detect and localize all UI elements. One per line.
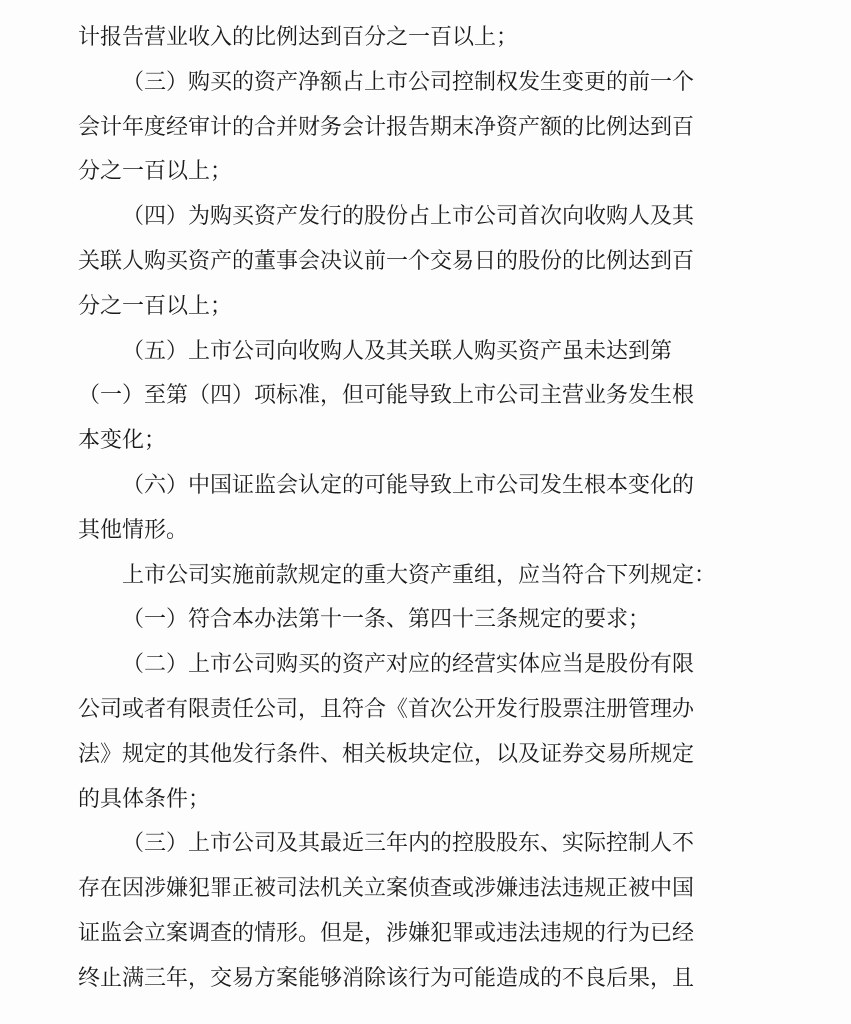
text-line: （六）中国证监会认定的可能导致上市公司发生根本变化的 — [122, 472, 695, 498]
text-line: （三）购买的资产净额占上市公司控制权发生变更的前一个 — [122, 69, 695, 95]
text-line: 计报告营业收入的比例达到百分之一百以上； — [78, 25, 519, 50]
text-line: 公司或者有限责任公司，且符合《首次公开发行股票注册管理办 — [78, 696, 695, 722]
text-line: 上市公司实施前款规定的重大资产重组，应当符合下列规定： — [122, 562, 717, 588]
text-line: 分之一百以上； — [78, 293, 233, 319]
text-line: （一）至第（四）项标准，但可能导致上市公司主营业务发生根 — [78, 383, 695, 409]
text-line: （五）上市公司向收购人及其关联人购买资产虽未达到第 — [122, 338, 673, 364]
text-line: 的具体条件； — [78, 786, 211, 812]
text-line: （四）为购买资产发行的股份占上市公司首次向收购人及其 — [122, 204, 695, 230]
text-line: 分之一百以上； — [78, 159, 233, 185]
text-line: 会计年度经审计的合并财务会计报告期末净资产额的比例达到百 — [78, 114, 695, 140]
text-line: 证监会立案调查的情形。但是，涉嫌犯罪或违法违规的行为已经 — [78, 920, 695, 946]
text-line: （二）上市公司购买的资产对应的经营实体应当是股份有限 — [122, 652, 695, 678]
text-line: 终止满三年，交易方案能够消除该行为可能造成的不良后果，且 — [78, 965, 695, 991]
text-line: 其他情形。 — [78, 517, 189, 543]
text-line: 法》规定的其他发行条件、相关板块定位，以及证券交易所规定 — [78, 741, 695, 767]
text-line: （三）上市公司及其最近三年内的控股股东、实际控制人不 — [122, 831, 695, 857]
text-line: 存在因涉嫌犯罪正被司法机关立案侦查或涉嫌违法违规正被中国 — [78, 876, 695, 902]
text-line: 关联人购买资产的董事会决议前一个交易日的股份的比例达到百 — [78, 248, 695, 274]
text-line: 本变化； — [78, 428, 167, 454]
text-line: （一）符合本办法第十一条、第四十三条规定的要求； — [122, 607, 651, 633]
document-body — [78, 16, 774, 1002]
